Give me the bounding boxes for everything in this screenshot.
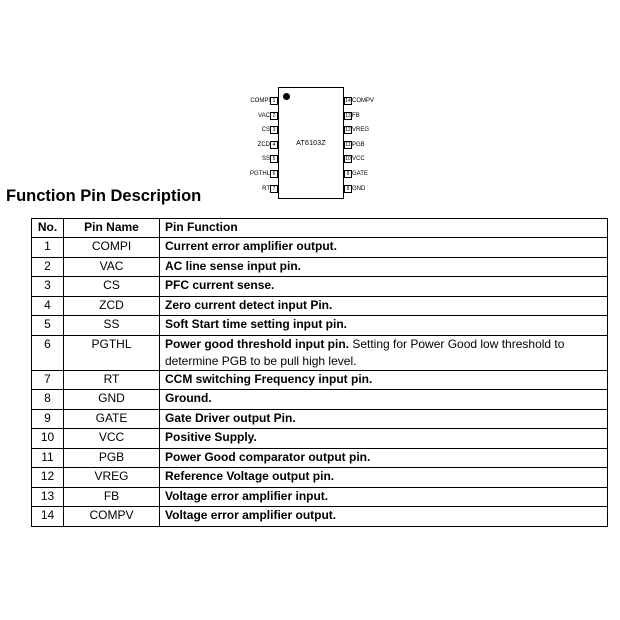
pin-name-cell: FB xyxy=(64,487,160,507)
pin-name-cell: GND xyxy=(64,390,160,410)
ic-pin-number: 7 xyxy=(270,185,278,193)
ic-pin-label: PGTHL xyxy=(249,171,270,177)
ic-pin xyxy=(250,170,278,178)
pin-name-cell: VAC xyxy=(64,257,160,277)
ic-pin-number: 11 xyxy=(345,141,351,148)
ic-part-number: AT6103Z xyxy=(296,140,326,147)
pin-function-cell xyxy=(160,296,608,316)
table-header-row xyxy=(32,219,608,238)
ic-pin xyxy=(262,126,278,134)
ic-pin-label: COMPI xyxy=(250,98,270,104)
ic-pinout-diagram xyxy=(240,86,390,202)
pin-function-summary: Current error amplifier output. xyxy=(165,239,338,253)
table-row xyxy=(32,370,608,390)
pin-name-cell: GATE xyxy=(64,409,160,429)
pin-number-cell: 8 xyxy=(32,390,64,410)
ic-pin-number: 9 xyxy=(344,170,352,178)
table-row xyxy=(32,448,608,468)
ic-pin-label: VAC xyxy=(258,112,270,119)
table-row xyxy=(32,277,608,297)
pin-number-cell: 12 xyxy=(32,468,64,488)
ic-pin xyxy=(258,112,278,120)
ic-pin-label: FB xyxy=(352,112,360,119)
ic-pin-number: 10 xyxy=(345,156,351,163)
pin-function-cell xyxy=(160,238,608,258)
ic-pin-label: GND xyxy=(352,185,366,192)
ic-pin-number: 2 xyxy=(270,112,278,120)
ic-pin-label: VREG xyxy=(352,127,370,134)
ic-pin xyxy=(344,112,360,120)
pin-function-cell xyxy=(160,316,608,336)
table-row xyxy=(32,487,608,507)
pin-name-cell: VREG xyxy=(64,468,160,488)
pin-number-cell: 5 xyxy=(32,316,64,336)
pin-function-summary: Power Good comparator output pin. xyxy=(165,449,371,464)
ic-pin xyxy=(262,185,278,193)
pin-number-cell: 4 xyxy=(32,296,64,316)
table-row xyxy=(32,507,608,527)
pin-function-cell xyxy=(160,468,608,488)
table-row xyxy=(32,257,608,277)
pin-function-summary: Positive Supply. xyxy=(165,430,257,444)
pin-function-cell xyxy=(160,390,608,410)
ic-pin-number: 4 xyxy=(270,141,278,149)
pin-function-cell xyxy=(160,335,608,370)
ic-pin xyxy=(344,126,369,134)
table-row xyxy=(32,238,608,258)
pin-number-cell: 9 xyxy=(32,409,64,429)
ic-pin-label: GATE xyxy=(352,171,368,177)
pin-number-cell: 3 xyxy=(32,277,64,297)
ic-pin xyxy=(250,97,278,105)
pin-function-summary: Ground. xyxy=(165,391,212,405)
ic-pin xyxy=(344,141,365,149)
table-row xyxy=(32,468,608,488)
pin-name-cell: PGTHL xyxy=(64,335,160,370)
table-row xyxy=(32,409,608,429)
pin-number-cell: 1 xyxy=(32,238,64,258)
pin-number-cell: 10 xyxy=(32,429,64,449)
section-title: Function Pin Description xyxy=(6,187,202,205)
ic-pin-number: 12 xyxy=(345,127,351,134)
pin-number-cell: 14 xyxy=(32,507,64,527)
pin-name-cell: SS xyxy=(64,316,160,336)
pin-function-summary: Soft Start time setting input pin. xyxy=(165,317,347,331)
pin-function-summary: Zero current detect input Pin. xyxy=(165,297,333,312)
ic-package-body xyxy=(278,87,344,199)
ic-pin xyxy=(344,170,368,178)
ic-pin-label: ZCD xyxy=(257,141,270,148)
pin-function-summary: CCM switching Frequency input pin. xyxy=(165,371,373,386)
pin-function-cell xyxy=(160,487,608,507)
ic-pin xyxy=(262,155,278,163)
ic-pin-number: 13 xyxy=(345,112,351,119)
pin-number-cell: 7 xyxy=(32,370,64,390)
pin-name-cell: VCC xyxy=(64,429,160,449)
ic-pin-number: 1 xyxy=(270,97,278,105)
pin-function-summary: Power good threshold input pin. xyxy=(165,336,349,351)
ic-pin-label: COMPV xyxy=(352,98,375,104)
table-row xyxy=(32,335,608,370)
pin-name-cell: RT xyxy=(64,370,160,390)
ic-pin-number: 5 xyxy=(270,155,278,163)
pin-function-summary: PFC current sense. xyxy=(165,278,275,292)
pin-function-summary: Reference Voltage output pin. xyxy=(165,469,335,483)
pin-name-cell: PGB xyxy=(64,448,160,468)
pin-function-cell xyxy=(160,448,608,468)
pin1-marker-dot xyxy=(283,93,290,100)
pin-function-cell xyxy=(160,370,608,390)
ic-pin-label: RT xyxy=(262,185,270,192)
pin-function-summary: Gate Driver output Pin. xyxy=(165,410,296,425)
table-row xyxy=(32,296,608,316)
ic-pin-number: 14 xyxy=(345,98,351,104)
table-row xyxy=(32,429,608,449)
ic-pin-label: VCC xyxy=(352,156,365,163)
ic-pin xyxy=(344,97,374,105)
header-pin-function: Pin Function xyxy=(160,219,608,238)
pin-name-cell: CS xyxy=(64,277,160,297)
pin-function-cell xyxy=(160,277,608,297)
pin-function-cell xyxy=(160,507,608,527)
header-no: No. xyxy=(32,219,64,238)
pin-name-cell: COMPI xyxy=(64,238,160,258)
table-row xyxy=(32,316,608,336)
pin-function-detail: Setting for Power Good low threshold to determine PGB to be pull high level. xyxy=(165,336,565,368)
pin-description-table xyxy=(31,218,608,527)
ic-pin-label: PGB xyxy=(352,141,365,148)
ic-pin xyxy=(344,155,365,163)
ic-pin xyxy=(344,185,365,193)
ic-pin-number: 8 xyxy=(344,185,352,193)
ic-pin-number: 6 xyxy=(270,170,278,178)
pin-function-summary: Voltage error amplifier output. xyxy=(165,508,337,522)
pin-number-cell: 6 xyxy=(32,335,64,370)
pin-name-cell: ZCD xyxy=(64,296,160,316)
pin-name-cell: COMPV xyxy=(64,507,160,527)
pin-function-cell xyxy=(160,409,608,429)
pin-function-cell xyxy=(160,429,608,449)
table-row xyxy=(32,390,608,410)
pin-number-cell: 2 xyxy=(32,257,64,277)
pin-number-cell: 13 xyxy=(32,487,64,507)
ic-pin-number: 3 xyxy=(270,126,278,134)
ic-pin xyxy=(258,141,278,149)
pin-function-summary: AC line sense input pin. xyxy=(165,258,302,273)
header-pin-name: Pin Name xyxy=(64,219,160,238)
pin-function-summary: Voltage error amplifier input. xyxy=(165,488,329,503)
ic-pin-label: CS xyxy=(261,127,270,134)
pin-function-cell xyxy=(160,257,608,277)
pin-number-cell: 11 xyxy=(32,448,64,468)
ic-pin-label: SS xyxy=(261,156,270,163)
